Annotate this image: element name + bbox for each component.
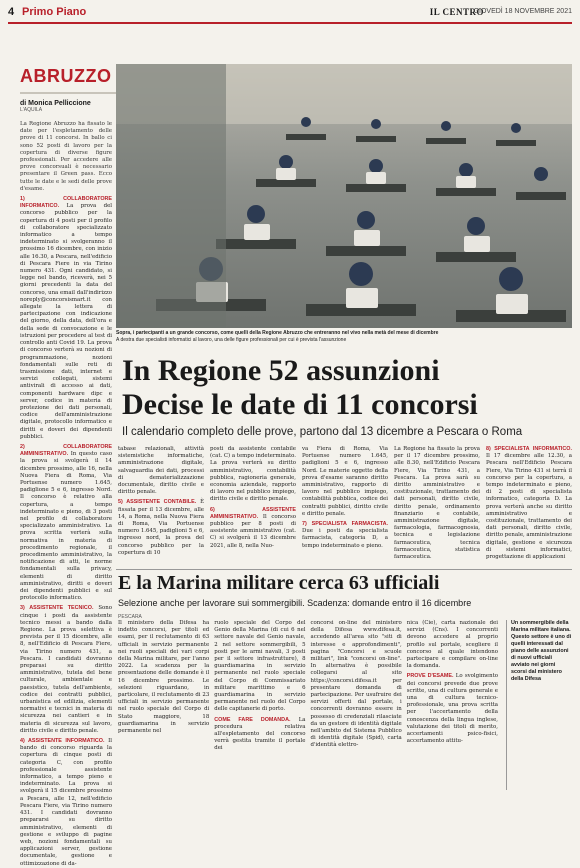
second-article-body bbox=[118, 620, 498, 792]
second-headline: E la Marina militare cerca 63 ufficiali bbox=[118, 572, 440, 594]
caption-bold: Sopra, i partecipanti a un grande concorso, come quelli della Regione Abruzzo che entreranno nel vivo nella metà del mese di dicembre bbox=[116, 330, 439, 336]
paragraph: Due i posti da specialista farmacista, categoria D, a tempo indeterminato e pieno. bbox=[302, 528, 388, 549]
main-article-body bbox=[118, 446, 572, 564]
paragraph: La prova del concorso pubblico per la copertura di 4 posti per il profilo di collaboratore specializzato informatico a tempo indeterminato si svolgeranno il prossimo 16 dicembre, con inizio alle 16.30, a Pescara, nell'edificio di Pescara Fiere in via Tirino numero 431. Ogni candidato, si legge nel bando, riceverà, nei 5 giorni precedenti la data del concorso, una email dall'indirizzo noreply@concorsismart.it con allegate la lettera di partecipazione con indicazione del giorno, della data, dell'ora e della sede di convocazione e le istruzioni per procedere al test di controllo anti Covid 19. La prova di concorso verterà su nozioni di programmazione, nozioni fondamentali sulle reti di trasmissione dati, internet e servizi collegati, sistemi antivirali di accesso ai dati, componenti hardware dipc e server, codice in materia di protezione dei dati personali, codice dell'amministrazione digitale, protocollo informatico e diritti e doveri dei dipendenti pubblici. bbox=[20, 203, 112, 440]
section-name: Primo Piano bbox=[22, 6, 87, 18]
article-column bbox=[210, 446, 296, 564]
kicker-region: ABRUZZO bbox=[20, 66, 112, 86]
section-label: 5) ASSISTENTE CONTABILE. bbox=[118, 499, 197, 506]
paragraph: tabase relazionali, attività sistemistiche informatiche, amministrazione digitale, salvaguardia dei dati, processi di dematerializzazione documentale, diritto civile e diritto penale. bbox=[118, 446, 204, 496]
byline: di Monica Pelliccione bbox=[20, 100, 91, 107]
second-subhead: Selezione anche per lavorare sui sommergibili. Scadenza: domande entro il 16 dicembre bbox=[118, 598, 472, 608]
paragraph: Il bando di concorso riguarda la copertura di cinque posti di categoria C, con profilo professionale assistente informatico, a tempo pieno e indeterminato. La prova si svolgerà il 15 dicembre prossimo a Pescara, alle 12, nell'edificio Pescara Fiere, via Tirino numero 431. I candidati dovranno prepararsi su diritto amministrativo, elementi di gestione e sviluppo di pagine web, nozioni fondamentali su applicazioni server, gestione documentale, gestione e ottimizzazione di da- bbox=[20, 738, 112, 867]
section-label: PROVE D'ESAME. bbox=[406, 673, 454, 680]
paragraph: Il concorso pubblico per 8 posti di assistente amministrativo (cat. C) si svolgerà il 13 dicembre 2021, alle 8, nella Nuo- bbox=[210, 513, 296, 549]
article-column bbox=[118, 446, 204, 564]
article-column bbox=[394, 446, 480, 564]
paragraph: La procedura relativa all'espletamento del concorso verrà gestita tramite il portale dei bbox=[214, 716, 306, 752]
section-label: 3) ASSISTENTE TECNICO. bbox=[20, 605, 94, 612]
article-column bbox=[214, 620, 305, 792]
paragraph: Lo svolgimento dei concorsi prevede due prove scritte, una di cultura generale e una di cultura tecnico-professionale, una prova scritta per l'accertamento della conoscenza della lingua inglese, valutazione dei titoli di merito, accertamenti psico-fisici, accertamento attitu- bbox=[406, 673, 499, 745]
left-column bbox=[20, 100, 112, 867]
page-header bbox=[8, 4, 572, 24]
main-subhead: Il calendario completo delle prove, partono dal 13 dicembre a Pescara o Roma bbox=[122, 426, 523, 438]
paragraph: ruolo speciale del Corpo del Genio della Marina (di cui 6 nel settore navale del Genio navale, 2 nel settore sommergibili, 5 posti per le armi navali, 3 posti per il settore infrastrutture), 8 guardiamarina in servizio permanente nel ruolo speciale del Corpo di Commissariato militare marittimo e 6 guardiamarina in servizio permanente nel ruolo del Corpo delle capitanerie di porto. bbox=[214, 620, 306, 713]
section-label: 2) COLLABORATORE AMMINISTRATIVO. bbox=[20, 443, 112, 458]
intro-paragraph: La Regione Abruzzo ha fissato le date per l'espletamento delle prove di 11 concorsi. In ballo ci sono 52 posti di lavoro per la copertura di diverse figure professionali. Per accedere alle prove concorsuali è necessario presentare il Green pass. Ecco tutte le date e le sedi delle prove d'esame. bbox=[20, 121, 112, 192]
paragraph: posti da assistente contabile (cat. C) a tempo indeterminato. La prova verterà su diritto amministrativo, contabilità pubblica, ragioneria generale, economia aziendale, rapporto di lavoro nel pubblico impiego, diritto civile e diritto penale. bbox=[210, 446, 296, 503]
page-number: 4 bbox=[8, 6, 15, 18]
caption-text: A destra due specialisti informatici al lavoro, una delle figure professionali per cui è prevista l'assunzione bbox=[116, 336, 347, 343]
headline-line: In Regione 52 assunzioni bbox=[122, 354, 440, 387]
section-label: 4) ASSISTENTE INFORMATICO. bbox=[20, 738, 105, 745]
paragraph: Sono cinque i posti da assistente tecnico messi a bando dalla Regione. La prova selettiva è prevista per il 15 dicembre, alle 8, nell'Edificio di Pescara Fiere, via Tirino numero 431, a Pescara. I candidati dovranno preparasi su diritto amministrativo, tutela del bene culturale, ambientale e paesistico, tutela dell'ambiente, codice dei contratti pubblici, urbanistica ed edilizia, elementi normativi e tecnici in materia di sicurezza nei cantieri e in materia di sicurezza sul lavoro, diritto civile e diritto penale. bbox=[20, 605, 112, 734]
paragraph: È fissata per il 13 dicembre, alle 14, a Roma, nella Nuova Fiera di Roma, Via Portuense numero 1.645, padiglioni 5 e 6, ingresso nord, la prova del concorso pubblico per la copertura di 10 bbox=[118, 499, 204, 556]
exam-hall-photo bbox=[116, 64, 572, 328]
section-label: 1) COLLABORATORE INFORMATICO. bbox=[20, 196, 112, 210]
paragraph: In questo caso la prova si svolgerà il 14 dicembre prossimo, alle 16, nella Nuova Fiera di Roma, Via Portuense numero 1.645, padiglione 5 e 6, ingresso Nord. Il concorso è relativo alla copertura, a tempo indeterminato e pieno, di 3 posti nel profilo di collaboratore specializzato amministrativo. La prova scritta verterà sulla normativa in materia di procedimento regionale, il procedimento amministrativo, la notificazione di atti, le norme fondamentali sulla privacy, elementi di diritto amministrativo, diritti e doveri dei dipendenti pubblici e sul protocollo informatico. bbox=[20, 451, 112, 602]
article-divider bbox=[116, 569, 572, 570]
section-label: 8) SPECIALISTA INFORMATICO. bbox=[486, 446, 572, 452]
newspaper-name: IL CENTRO bbox=[429, 7, 484, 17]
paragraph: va Fiera di Roma, Via Portuense numero 1.645, padiglioni 5 e 6, ingresso Nord. Le materie oggetto della prova d'esame saranno diritto amministrativo, rapporto di lavoro nel pubblico impiego, contabilità pubblica, codice dei contratti pubblici, diritto civile e diritto penale. bbox=[302, 446, 388, 517]
headline-line: Decise le date di 11 concorsi bbox=[122, 388, 478, 421]
article-column bbox=[486, 446, 572, 564]
section-label: COME FARE DOMANDA. bbox=[214, 716, 291, 723]
section-label: 7) SPECIALISTA FARMACISTA. bbox=[302, 521, 388, 528]
photo-caption-sidebar: Un sommergibile della Marina militare italiana. Questo settore è uno di quelli interessati dal piano delle assunzioni di nuovi ufficiali avviato nei giorni scorsi dal ministero della Difesa bbox=[506, 620, 572, 790]
paragraph: concorsi on-line del ministero della Difesa www.difesa.it, accedendo all'area sito "siti di interesse e approfondimenti", pagina "Concorsi e scuole militari", link "concorsi on-line". In alternativa è possibile collegarsi al sito https://concorsi.difesa.it per presentare domanda di partecipazione. Per usufruire dei servizi offerti dal portale, i concorrenti dovranno essere in possesso di credenziali rilasciate da un gestore di identità digitale nell'ambito del Sistema Pubblico di identità digitale (Spid), carta d'identità elettro- bbox=[310, 620, 402, 749]
paragraph: Il ministero della Difesa ha indetto concorsi, per titoli ed esami, per il reclutamento di 63 ufficiali in servizio permanente nei ruoli speciali dei vari corpi della Marina militare, per l'anno 2022. La scadenza per la presentazione delle domande è il 16 dicembre prossimo. Le selezioni riguardano, in particolare, il reclutamento di 23 ufficiali in servizio permanente nel ruolo speciale del Corpo di Stato maggiore, 18 guardiamarina in servizio permanente nel bbox=[118, 620, 210, 735]
issue-date: GIOVEDÌ 18 NOVEMBRE 2021 bbox=[473, 8, 572, 15]
paragraph: La Regione ha fissato la prova per il 17 dicembre prossimo, alle 8.30, nell'Edificio Pescara Fiere, Via Tirino 431, a Pescara. La prova sarà su diritto amministrativo e costituzionale, trattamento dei dati personali, diritto civile, diritto penale, ordinamento finanziario e contabile, amministrazione digitale, farmacologia, farmacognosia, tecnica e legislazione farmaceutica, tecnica farmaceutica, statistica farmaceutica. bbox=[394, 446, 480, 561]
article-column bbox=[407, 620, 498, 792]
article-column bbox=[302, 446, 388, 564]
article-column bbox=[118, 620, 209, 792]
section-label: 6) ASSISTENTE AMMINISTRATIVO. bbox=[210, 506, 296, 520]
paragraph: Il 17 dicembre alle 12.30, a Pescara nell'Edificio Pescara Fiere, Via Tirino 431 si terrà il concorso per la copertura, a tempo indeterminato e pieno, di 2 posti di specialista informatico, categoria D. La prova verterà anche su diritto amministrativo e costituzionale, trattamento dei dati personali, diritto civile, diritto penale, amministrazione digitale, gestione e sicurezza di sistemi informatici, progettazione di applicazioni bbox=[486, 453, 572, 561]
paragraph: nica (Cie), carta nazionale dei servizi (Cns). I concorrenti devono accedere al proprio profilo sul portale, scegliere il concorso al quale intendono partecipare e compilare on-line la domanda. bbox=[406, 620, 498, 670]
article-column bbox=[311, 620, 402, 792]
dateline: L'AQUILA bbox=[20, 107, 43, 113]
photo-caption bbox=[116, 330, 572, 343]
main-headline bbox=[122, 354, 572, 422]
second-dateline: PESCARA bbox=[118, 614, 142, 620]
